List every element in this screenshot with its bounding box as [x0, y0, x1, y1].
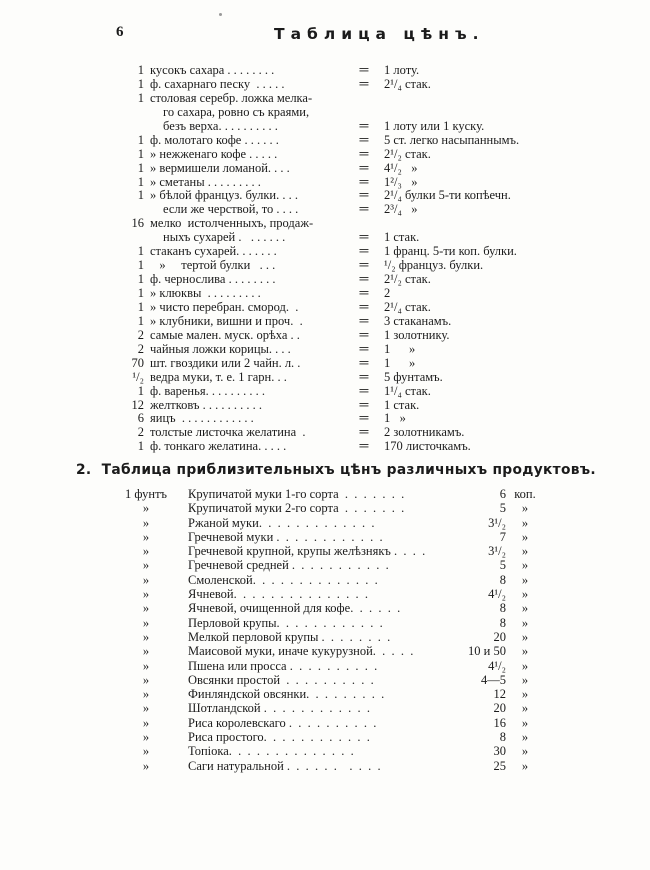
currency-cell: » — [521, 715, 529, 730]
table-row — [118, 673, 544, 687]
value-cell: 2¹/₄ стак. — [384, 300, 431, 314]
value-cell: 1 лоту или 1 куску. — [384, 119, 485, 133]
value-cell: 4¹/₂ » — [384, 161, 418, 175]
value-cell: 1 стак. — [384, 231, 420, 245]
quantity-cell: 1 — [137, 314, 144, 328]
value-cell: 170 листочкамъ. — [384, 440, 471, 454]
equals-sign: = — [358, 300, 370, 315]
equals-sign: = — [358, 286, 370, 301]
table-row — [118, 357, 544, 371]
price-cell: 5 — [499, 558, 506, 573]
value-cell: 1²/₃ » — [384, 175, 418, 189]
product-cell: Ячневой, очищенной для кофе. . . . . . — [188, 601, 401, 616]
unit-cell: » — [142, 601, 150, 616]
value-cell: 1¹/₄ стак. — [384, 384, 431, 398]
quantity-cell — [118, 231, 150, 245]
item-cell: го сахара, ровно съ краями, — [163, 105, 310, 119]
quantity-cell — [118, 106, 150, 120]
quantity-cell: 1 — [137, 161, 144, 175]
table-row — [118, 92, 544, 106]
quantity-cell: 16 — [131, 217, 144, 231]
table-row — [118, 399, 544, 413]
value-cell: 2¹/₂ стак. — [384, 147, 431, 161]
equals-sign: = — [358, 342, 370, 357]
currency-cell: » — [521, 544, 529, 559]
item-cell: ф. молотаго кофе . . . . . . — [150, 133, 279, 147]
quantity-cell — [118, 120, 150, 134]
currency-cell: » — [521, 644, 529, 659]
item-cell: столовая серебр. ложка мелка- — [150, 91, 313, 105]
table-row — [118, 134, 544, 148]
item-cell: » нежженаго кофе . . . . . — [150, 147, 278, 161]
equals-sign: = — [358, 370, 370, 384]
product-cell: Риса простого. . . . . . . . . . . . — [188, 730, 370, 745]
product-cell: Саги натуральной . . . . . . . . . . — [188, 758, 381, 773]
unit-cell: » — [142, 744, 150, 759]
unit-cell: » — [142, 629, 150, 644]
unit-cell: » — [142, 644, 150, 659]
table-row — [118, 315, 544, 329]
table-row — [118, 245, 544, 259]
product-cell: Мелкой перловой крупы . . . . . . . . — [188, 629, 391, 644]
table-row — [118, 587, 544, 601]
unit-cell: 1 фунтъ — [124, 487, 168, 501]
price-cell: 4¹/₂ — [488, 587, 506, 602]
quantity-cell: 1 — [137, 175, 144, 189]
unit-cell: » — [142, 515, 150, 530]
table-row — [118, 730, 544, 744]
product-cell: Шотландской . . . . . . . . . . . . — [188, 701, 370, 716]
quantity-cell: 1 — [137, 133, 144, 147]
value-cell — [384, 106, 544, 120]
table-row — [118, 530, 544, 544]
unit-cell: » — [142, 615, 150, 630]
value-cell: 5 ст. легко насыпаннымъ. — [384, 133, 520, 147]
unit-cell: » — [142, 529, 150, 544]
table-row — [118, 487, 544, 501]
item-cell: » бѣлой француз. булки. . . . — [150, 189, 298, 203]
item-cell: ныхъ сухарей . . . . . . . — [163, 231, 286, 245]
unit-cell: » — [142, 730, 150, 745]
equals-sign: = — [358, 384, 370, 398]
table-row — [118, 371, 544, 385]
currency-cell: коп. — [514, 487, 536, 501]
value-cell — [384, 92, 544, 106]
quantity-cell: 2 — [137, 426, 144, 440]
unit-cell: » — [142, 687, 150, 702]
equals-sign — [333, 92, 395, 107]
page-title: Таблица цѣнъ. — [274, 25, 485, 43]
equals-sign: = — [358, 119, 370, 134]
currency-cell: » — [521, 687, 529, 702]
equals-sign: = — [358, 426, 370, 440]
unit-cell: » — [142, 701, 150, 716]
product-cell: Ржаной муки. . . . . . . . . . . . . — [188, 515, 375, 530]
item-cell: » сметаны . . . . . . . . . — [150, 175, 261, 189]
currency-cell: » — [521, 615, 529, 630]
equals-sign: = — [358, 230, 370, 245]
value-cell: 2¹/₄ стак. — [384, 77, 431, 91]
product-cell: Овсянки простой . . . . . . . . . . — [188, 672, 374, 687]
price-cell: 7 — [499, 529, 506, 544]
quantity-cell: 1 — [137, 77, 144, 91]
equals-sign: = — [358, 258, 370, 273]
equals-sign: = — [358, 328, 370, 343]
table-row — [118, 217, 544, 231]
equals-sign: = — [358, 147, 370, 161]
price-cell: 3¹/₂ — [488, 544, 506, 559]
value-cell: 1 стак. — [384, 398, 420, 412]
value-cell: 2¹/₄ булки 5-ти копѣечн. — [384, 189, 511, 203]
currency-cell: » — [521, 501, 529, 516]
price-cell: 6 — [499, 487, 506, 501]
table-row — [118, 64, 544, 78]
unit-cell: » — [142, 715, 150, 730]
value-cell: 1 лоту. — [384, 64, 420, 77]
table-row — [118, 120, 544, 134]
item-cell: яицъ . . . . . . . . . . . . — [150, 412, 254, 426]
value-cell: 2 золотникамъ. — [384, 426, 465, 440]
table-row — [118, 644, 544, 658]
currency-cell: » — [521, 701, 529, 716]
currency-cell: » — [521, 629, 529, 644]
table-row — [118, 176, 544, 190]
product-cell: Маисовой муки, иначе кукурузной. . . . . — [188, 644, 414, 659]
quantity-cell: 2 — [137, 328, 144, 342]
value-cell: 1 » — [384, 356, 416, 370]
quantity-cell: 2 — [137, 342, 144, 356]
price-cell: 8 — [499, 730, 506, 745]
item-cell: желтковъ . . . . . . . . . . — [150, 398, 262, 412]
product-cell: Пшена или просса . . . . . . . . . . — [188, 658, 378, 673]
quantity-cell: 1 — [137, 245, 144, 259]
product-cell: Гречневой крупной, крупы желѣзнякъ . . . . — [188, 544, 426, 559]
value-cell: 1 » — [384, 342, 416, 356]
product-cell: Гречневой средней . . . . . . . . . . . — [188, 558, 389, 573]
item-cell: кусокъ сахара . . . . . . . . — [150, 64, 275, 77]
approximate-prices-table — [118, 487, 544, 773]
product-cell: Риса королевскаго . . . . . . . . . . — [188, 715, 377, 730]
value-cell — [384, 217, 544, 231]
item-cell: ф. чернослива . . . . . . . . — [150, 273, 276, 287]
page-number: 6 — [116, 24, 124, 40]
value-cell: 1 франц. 5-ти коп. булки. — [384, 245, 517, 259]
table-row — [118, 426, 544, 440]
equivalents-price-table — [118, 64, 544, 454]
quantity-cell: 1 — [137, 189, 144, 203]
equals-sign: = — [358, 398, 370, 412]
table-row — [118, 616, 544, 630]
item-cell: толстые листочка желатина . — [150, 426, 306, 440]
table-row — [118, 203, 544, 217]
quantity-cell: ¹/₂ — [132, 370, 144, 384]
product-cell: Смоленской. . . . . . . . . . . . . . — [188, 572, 378, 587]
table-row — [118, 148, 544, 162]
equals-sign — [333, 217, 395, 232]
item-cell: шт. гвоздики или 2 чайн. л. . — [150, 356, 301, 370]
table-row — [118, 385, 544, 399]
currency-cell: » — [521, 744, 529, 759]
product-cell: Топіока. . . . . . . . . . . . . . — [188, 744, 354, 759]
table-row — [118, 343, 544, 357]
quantity-cell: 1 — [137, 64, 144, 77]
price-cell: 20 — [493, 629, 506, 644]
table-row — [118, 273, 544, 287]
table-row — [118, 701, 544, 715]
table-row — [118, 744, 544, 758]
table-row — [118, 440, 544, 454]
value-cell: 2¹/₂ стак. — [384, 273, 431, 287]
item-cell: » чисто перебран. смород. . — [150, 300, 299, 314]
section-2-heading: 2. Таблица приблизительныхъ цѣнъ различныхъ продуктовъ. — [76, 462, 596, 478]
currency-cell: » — [521, 658, 529, 673]
table-row — [118, 259, 544, 273]
unit-cell: » — [142, 501, 150, 516]
price-cell: 3¹/₂ — [488, 515, 506, 530]
quantity-cell: 1 — [137, 147, 144, 161]
table-row — [118, 78, 544, 92]
table-row — [118, 501, 544, 515]
currency-cell: » — [521, 572, 529, 587]
equals-sign: = — [358, 272, 370, 287]
price-cell: 8 — [499, 572, 506, 587]
equals-sign: = — [358, 412, 370, 426]
quantity-cell: 1 — [137, 300, 144, 314]
price-cell: 16 — [493, 715, 506, 730]
value-cell: 2³/₄ » — [384, 203, 418, 217]
item-cell: ф. варенья. . . . . . . . . . — [150, 384, 265, 398]
value-cell: 2 — [384, 287, 391, 300]
price-cell: 12 — [493, 687, 506, 702]
table-row — [118, 659, 544, 673]
table-row — [118, 544, 544, 558]
table-row — [118, 329, 544, 343]
table-row — [118, 573, 544, 587]
currency-cell: » — [521, 515, 529, 530]
price-cell: 25 — [493, 758, 506, 773]
equals-sign: = — [358, 175, 370, 189]
unit-cell: » — [142, 758, 150, 773]
unit-cell: » — [142, 544, 150, 559]
product-cell: Ячневой. . . . . . . . . . . . . . . — [188, 587, 368, 602]
table-row — [118, 412, 544, 426]
quantity-cell: 1 — [137, 440, 144, 454]
equals-sign: = — [358, 244, 370, 259]
equals-sign — [333, 105, 395, 120]
price-cell: 5 — [499, 501, 506, 516]
item-cell: » вермишели ломаной. . . . — [150, 161, 290, 175]
quantity-cell — [118, 203, 150, 217]
equals-sign: = — [358, 314, 370, 329]
equals-sign: = — [358, 77, 370, 92]
quantity-cell: 1 — [137, 384, 144, 398]
currency-cell: » — [521, 587, 529, 602]
item-cell: если же черствой, то . . . . — [163, 203, 299, 217]
quantity-cell: 1 — [137, 273, 144, 287]
price-cell: 4—5 — [481, 672, 506, 687]
product-cell: Крупичатой муки 1-го сорта . . . . . . . — [188, 487, 405, 501]
item-cell: » клюквы . . . . . . . . . — [150, 287, 261, 300]
quantity-cell: 1 — [137, 287, 144, 300]
table-row — [118, 630, 544, 644]
currency-cell: » — [521, 730, 529, 745]
scan-speck — [219, 13, 222, 16]
item-cell: » тертой булки . . . — [150, 259, 276, 273]
unit-cell: » — [142, 658, 150, 673]
quantity-cell: 1 — [137, 91, 144, 105]
value-cell: 1 золотнику. — [384, 328, 450, 342]
price-cell: 20 — [493, 701, 506, 716]
price-cell: 8 — [499, 601, 506, 616]
table-row — [118, 106, 544, 120]
equals-sign: = — [358, 161, 370, 175]
quantity-cell: 70 — [131, 356, 144, 370]
item-cell: чайныя ложки корицы. . . . — [150, 342, 291, 356]
table-row — [118, 601, 544, 615]
quantity-cell: 1 — [137, 259, 144, 273]
price-cell: 4¹/₂ — [488, 658, 506, 673]
table-row — [118, 687, 544, 701]
currency-cell: » — [521, 758, 529, 773]
product-cell: Крупичатой муки 2-го сорта . . . . . . . — [188, 501, 405, 516]
equals-sign: = — [358, 356, 370, 370]
unit-cell: » — [142, 587, 150, 602]
value-cell: ¹/₂ француз. булки. — [384, 259, 484, 273]
price-cell: 8 — [499, 615, 506, 630]
item-cell: ф. тонкаго желатина. . . . . — [150, 440, 287, 454]
quantity-cell: 12 — [131, 398, 144, 412]
quantity-cell: 6 — [137, 412, 144, 426]
product-cell: Финляндской овсянки. . . . . . . . . — [188, 687, 385, 702]
item-cell: ф. сахарнаго песку . . . . . — [150, 77, 285, 91]
product-cell: Перловой крупы. . . . . . . . . . . . — [188, 615, 383, 630]
table-row — [118, 287, 544, 301]
item-cell: самые мален. муск. орѣха . . — [150, 328, 300, 342]
value-cell: 3 стаканамъ. — [384, 314, 452, 328]
currency-cell: » — [521, 672, 529, 687]
table-row — [118, 516, 544, 530]
table-row — [118, 716, 544, 730]
unit-cell: » — [142, 558, 150, 573]
value-cell: 1 » — [384, 412, 406, 426]
equals-sign: = — [358, 189, 370, 203]
unit-cell: » — [142, 572, 150, 587]
equals-sign: = — [358, 203, 370, 217]
item-cell: ведра муки, т. е. 1 гарн. . . — [150, 370, 287, 384]
item-cell: безъ верха. . . . . . . . . . — [163, 119, 278, 133]
price-cell: 30 — [493, 744, 506, 759]
product-cell: Гречневой муки . . . . . . . . . . . . — [188, 529, 383, 544]
table-row — [118, 558, 544, 572]
currency-cell: » — [521, 601, 529, 616]
table-row — [118, 301, 544, 315]
item-cell: мелко истолченныхъ, продаж- — [150, 217, 314, 231]
table-row — [118, 162, 544, 176]
currency-cell: » — [521, 529, 529, 544]
equals-sign: = — [358, 133, 370, 147]
currency-cell: » — [521, 558, 529, 573]
table-row — [118, 231, 544, 245]
price-cell: 10 и 50 — [468, 644, 506, 659]
table-row — [118, 759, 544, 773]
table-row — [118, 189, 544, 203]
equals-sign: = — [358, 439, 370, 454]
value-cell: 5 фунтамъ. — [384, 370, 443, 384]
item-cell: » клубники, вишни и проч. . — [150, 314, 303, 328]
item-cell: стаканъ сухарей. . . . . . . — [150, 245, 277, 259]
unit-cell: » — [142, 672, 150, 687]
equals-sign: = — [358, 63, 370, 78]
